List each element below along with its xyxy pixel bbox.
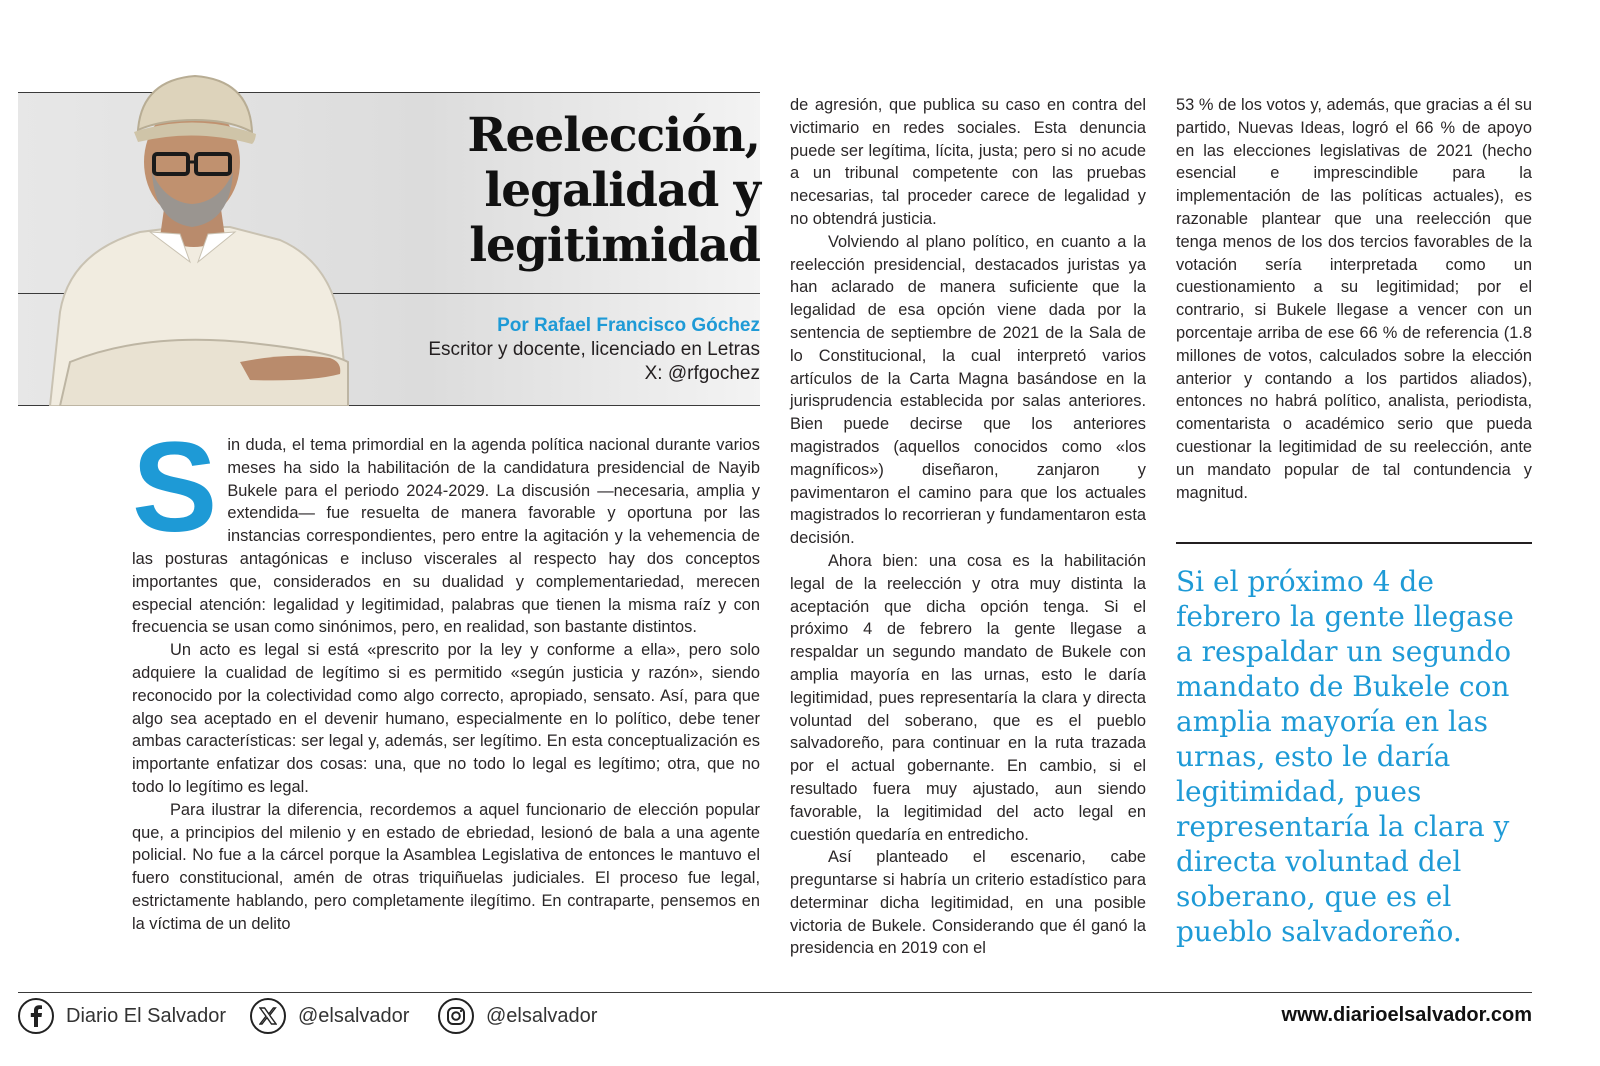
article-column-1	[132, 416, 760, 936]
facebook-icon	[18, 998, 54, 1034]
article-column-3	[1176, 94, 1532, 504]
paragraph	[132, 416, 760, 639]
paragraph-text: in duda, el tema primordial en la agenda política nacional durante varios meses ha sido la habilitación de la candidatura presidencial de Nayib Bukele para el periodo 2024-2029. La discusión —necesaria, amplia y extendida— fue resuelta de manera favorable y oportuna por las instancias correspondientes, pero entre la agitación y la vehemencia de las posturas antagónicas e incluso viscerales al respecto hay dos conceptos importantes que, considerados en su dualidad y complementariedad, merecen especial atención: legalidad y legitimidad, palabras que tienen la misma raíz y con frecuencia se usan como sinónimos, pero, en realidad, son bastante distintos.	[132, 436, 760, 637]
paragraph: de agresión, que publica su caso en contra del victimario en redes sociales. Esta denuncia puede ser legítima, lícita, justa; pero si no acude a un tribunal competente con las pruebas necesarias, tal proceder carece de legalidad y no obtendrá justicia.	[790, 96, 1146, 228]
x-link[interactable]	[250, 996, 409, 1036]
byline-block	[340, 314, 760, 386]
paragraph: Así planteado el escenario, cabe preguntarse si habría un criterio estadístico para determinar dicha legitimidad, en una posible victoria de Bukele. Considerando que él ganó la presidencia en 2019 con el	[790, 848, 1146, 958]
footer-divider	[18, 992, 1532, 993]
facebook-label: Diario El Salvador	[66, 1004, 227, 1027]
author-role: Escritor y docente, licenciado en Letras	[428, 339, 760, 360]
paragraph: Volviendo al plano político, en cuanto a la reelección presidencial, destacados juristas ya han aclarado de manera suficiente que la legalidad de esa opción viene dada por la sentencia de septiembre de 2021 de la Sala de lo Constitucional, la cual interpretó varios artículos de la Carta Magna basándose en la jurisprudencia establecida por salas anteriores. Bien puede decirse que los anteriores magistrados (aquellos conocidos como «los magníficos») diseñaron, zanjaron y pavimentaron el camino para que los actuales magistrados lo recorrieran y fundamentaron esta decisión.	[790, 232, 1146, 548]
pullquote-divider	[1176, 542, 1532, 544]
instagram-link[interactable]	[438, 996, 597, 1036]
paragraph: Ahora bien: una cosa es la habilitación legal de la reelección y otra muy distinta la aceptación que dicha opción tenga. Si el próximo 4 de febrero la gente llegase a respaldar un segundo mandato de Bukele con amplia mayoría en las urnas, esto le daría legitimidad, pues representaría la clara y directa voluntad del soberano, que es el pueblo salvadoreño, para continuar en la ruta trazada por el actual gobernante. En cambio, si el resultado fuera muy ajustado, aun siendo favorable, la legitimidad del acto legal en cuestión quedaría en entredicho.	[790, 551, 1146, 844]
x-label: @elsalvador	[298, 1004, 410, 1027]
byline: Por Rafael Francisco Góchez	[497, 315, 760, 336]
dropcap: S	[132, 416, 218, 559]
author-photo	[30, 62, 360, 406]
paragraph: 53 % de los votos y, además, que gracias a él su partido, Nuevas Ideas, logró el 66 % de apoyo en las elecciones legislativas de 2021 (hecho esencial e imprescindible para la implementación de las políticas actuales), es razonable plantear que una reelección que tenga menos de los dos tercios favorables de la votación sería interpretada como un cuestionamiento a su legitimidad; por el contrario, si Bukele llegase a vencer con un porcentaje arriba de ese 66 % de referencia (1.8 millones de votos, calculados sobre la elección anterior y contando a los partidos aliados), entonces no habrá político, analista, periodista, comentarista o académico serio que pueda cuestionar la legitimidad de su reelección, ante un mandato popular de tal contundencia y magnitud.	[1176, 96, 1532, 502]
pullquote: Si el próximo 4 de febrero la gente llegase a respaldar un segundo mandato de Bukele con amplia mayoría en las urnas, esto le daría legitimidad, pues representaría la clara y directa voluntad del soberano, que es el pueblo salvadoreño.	[1176, 565, 1514, 948]
instagram-icon	[438, 998, 474, 1034]
paragraph: Para ilustrar la diferencia, recordemos a aquel funcionario de elección popular que, a principios del milenio y en estado de ebriedad, lesionó de bala a una agente policial. No fue a la cárcel porque la Asamblea Legislativa de entonces le mantuvo el fuero constitucional, amén de otras triquiñuelas judiciales. El proceso fue legal, estrictamente hablando, pero completamente ilegítimo. En contraparte, pensemos en la víctima de un delito	[132, 800, 760, 933]
website-link[interactable]: www.diarioelsalvador.com	[1281, 1004, 1532, 1026]
title-line: legalidad y	[484, 163, 760, 218]
article-column-2	[790, 94, 1146, 960]
footer	[18, 996, 1532, 1036]
article-title	[340, 108, 760, 273]
title-line: legitimidad	[469, 218, 760, 273]
title-line: Reelección,	[467, 108, 760, 163]
x-icon	[250, 998, 286, 1034]
paragraph: Un acto es legal si está «prescrito por la ley y conforme a ella», pero solo adquiere la cualidad de legítimo si es permitido «según justicia y razón», siendo reconocido por la colectividad como algo correcto, apropiado, sensato. Así, para que algo sea aceptado en el devenir humano, especialmente en lo político, debe tener ambas características: ser legal y, además, ser legítimo. En esta conceptualización es importante enfatizar dos cosas: una, que no todo lo legal es legítimo; otra, que no todo lo legítimo es legal.	[132, 641, 760, 796]
author-handle[interactable]: X: @rfgochez	[644, 363, 760, 384]
facebook-link[interactable]	[18, 996, 226, 1036]
instagram-label: @elsalvador	[486, 1004, 598, 1027]
